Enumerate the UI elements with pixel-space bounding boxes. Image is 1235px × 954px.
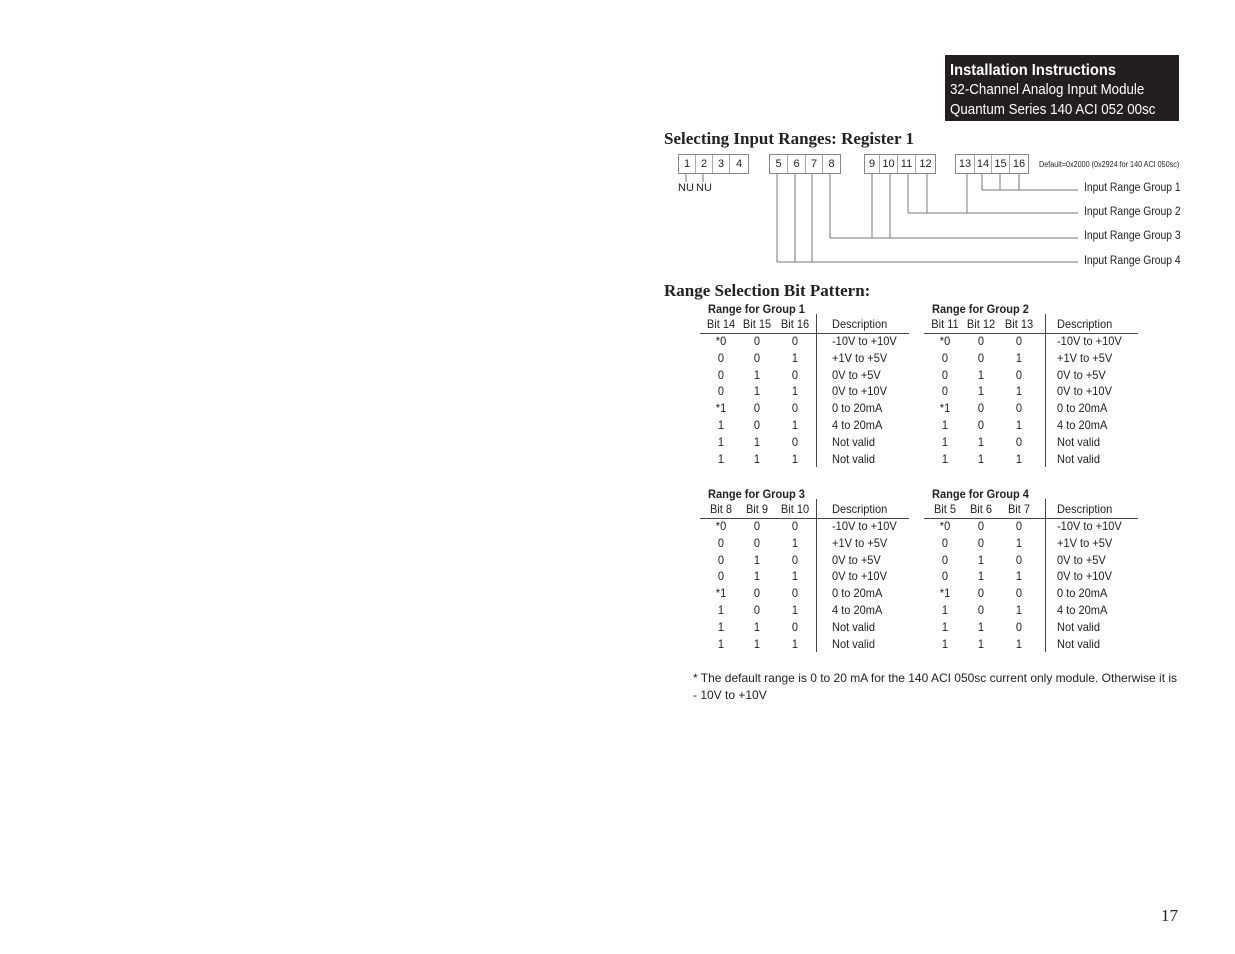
- column-header-description: Description: [1057, 502, 1113, 516]
- bit-value-cell: 0: [977, 334, 985, 348]
- bit-value-cell: 1: [791, 451, 799, 466]
- column-header-bit: Bit 14: [706, 317, 736, 331]
- doc-title: Installation Instructions: [950, 62, 1117, 79]
- bit-value-cell: 0: [791, 552, 799, 567]
- range-description-cell: 0V to +10V: [1057, 384, 1112, 399]
- range-description-cell: -10V to +10V: [832, 334, 897, 348]
- bit-value-cell: *1: [715, 586, 727, 601]
- column-header-bit: Bit 11: [931, 317, 959, 331]
- bit-value-cell: 0: [753, 535, 761, 550]
- input-range-group-4-label: Input Range Group 4: [1084, 255, 1181, 267]
- bit-value-cell: 1: [791, 350, 799, 365]
- bit-value-cell: 0: [791, 367, 799, 382]
- bit-value-cell: 0: [941, 350, 949, 365]
- bit-value-cell: 0: [1015, 519, 1023, 533]
- bit-value-cell: 0: [791, 586, 799, 601]
- table-title: Range for Group 2: [932, 302, 1029, 316]
- bit-value-cell: 0: [941, 569, 949, 584]
- column-header-bit: Bit 13: [1004, 317, 1034, 331]
- bit-cell: 3: [713, 155, 730, 173]
- bit-cell: 12: [919, 158, 932, 170]
- bit-value-cell: *1: [939, 586, 951, 601]
- bit-value-cell: 1: [753, 434, 761, 449]
- bit-value-cell: 1: [791, 636, 799, 651]
- bit-value-cell: 0: [791, 519, 799, 533]
- range-description-cell: 0V to +5V: [832, 367, 881, 382]
- page-number: 17: [1161, 906, 1178, 925]
- range-description-cell: -10V to +10V: [1057, 519, 1122, 533]
- column-header-description: Description: [832, 502, 888, 516]
- bit-value-cell: 1: [791, 384, 799, 399]
- range-description-cell: 4 to 20mA: [832, 603, 883, 617]
- bit-value-cell: 0: [1015, 401, 1023, 416]
- bit-value-cell: 1: [717, 451, 725, 466]
- bit-value-cell: 1: [1015, 451, 1023, 466]
- bit-value-cell: 1: [977, 434, 985, 449]
- table-title: Range for Group 1: [708, 302, 805, 316]
- input-range-group-2-label: Input Range Group 2: [1084, 206, 1181, 218]
- bit-value-cell: 1: [941, 603, 949, 617]
- bit-value-cell: 0: [753, 334, 761, 348]
- range-description-cell: 0V to +10V: [832, 384, 887, 399]
- range-description-cell: Not valid: [1057, 434, 1100, 449]
- bit-value-cell: 1: [791, 535, 799, 550]
- bit-value-cell: 0: [1015, 586, 1023, 601]
- bit-value-cell: 0: [977, 535, 985, 550]
- column-divider: [1045, 314, 1046, 467]
- bit-value-cell: 0: [753, 418, 761, 432]
- range-description-cell: 0V to +5V: [1057, 367, 1106, 382]
- range-description-cell: +1V to +5V: [832, 535, 888, 550]
- bit-value-cell: 0: [1015, 434, 1023, 449]
- bit-value-cell: 0: [753, 603, 761, 617]
- bit-cell: 1: [679, 155, 696, 173]
- column-divider: [816, 314, 817, 467]
- bit-value-cell: 1: [753, 367, 761, 382]
- bit-value-cell: 1: [977, 384, 985, 399]
- bit-value-cell: 1: [791, 569, 799, 584]
- bit-cell: 16: [1012, 158, 1026, 170]
- bit-cell: 14: [975, 155, 992, 173]
- column-header-bit: Bit 10: [780, 502, 810, 516]
- bit-value-cell: 1: [753, 619, 761, 634]
- bit-value-cell: 0: [717, 367, 725, 382]
- bit-value-cell: 1: [753, 636, 761, 651]
- bit-cell: 10: [880, 155, 898, 173]
- range-description-cell: Not valid: [832, 636, 875, 651]
- range-description-cell: Not valid: [832, 434, 875, 449]
- section-heading-input-ranges: Selecting Input Ranges: Register 1: [664, 129, 914, 148]
- range-description-cell: Not valid: [832, 451, 875, 466]
- bit-value-cell: 1: [941, 636, 949, 651]
- bit-value-cell: *0: [939, 334, 951, 348]
- column-header-description: Description: [1057, 317, 1113, 331]
- bit-value-cell: 0: [1015, 619, 1023, 634]
- range-description-cell: +1V to +5V: [832, 350, 888, 365]
- bit-value-cell: 1: [717, 434, 725, 449]
- range-description-cell: 4 to 20mA: [832, 418, 883, 432]
- bit-value-cell: 1: [941, 434, 949, 449]
- bit-value-cell: 1: [1015, 636, 1023, 651]
- column-header-description: Description: [832, 317, 888, 331]
- bit-value-cell: 0: [977, 418, 985, 432]
- table-title: Range for Group 3: [708, 487, 805, 501]
- table-title: Range for Group 4: [932, 487, 1029, 501]
- range-description-cell: -10V to +10V: [832, 519, 897, 533]
- bit-value-cell: 0: [791, 334, 799, 348]
- column-header-bit: Bit 16: [780, 317, 810, 331]
- bit-value-cell: 1: [941, 451, 949, 466]
- nu-label-bit1: NU: [678, 182, 694, 194]
- bit-value-cell: 0: [753, 519, 761, 533]
- range-description-cell: 0V to +10V: [832, 569, 887, 584]
- bit-value-cell: 1: [1015, 384, 1023, 399]
- bit-value-cell: 0: [753, 586, 761, 601]
- bit-value-cell: 0: [717, 535, 725, 550]
- bit-cell: 15: [992, 155, 1010, 173]
- bit-value-cell: 1: [791, 418, 799, 432]
- bit-cell: 9: [865, 155, 880, 173]
- bit-value-cell: 0: [977, 350, 985, 365]
- nu-label-bit2: NU: [696, 182, 712, 194]
- bit-value-cell: 0: [941, 552, 949, 567]
- bit-value-cell: 0: [941, 535, 949, 550]
- range-description-cell: 0V to +10V: [1057, 569, 1112, 584]
- bit-value-cell: *1: [715, 401, 727, 416]
- column-divider: [816, 499, 817, 652]
- bit-value-cell: 1: [717, 418, 725, 432]
- bit-value-cell: 1: [977, 636, 985, 651]
- bit-value-cell: 1: [941, 418, 949, 432]
- bit-cell: 5: [770, 155, 788, 173]
- column-divider: [1045, 499, 1046, 652]
- doc-subtitle-module: 32-Channel Analog Input Module: [950, 82, 1145, 98]
- range-description-cell: -10V to +10V: [1057, 334, 1122, 348]
- bit-cell: 6: [788, 155, 806, 173]
- bit-value-cell: *0: [939, 519, 951, 533]
- bit-cell: 7: [806, 155, 823, 173]
- bit-cell: 4: [735, 158, 743, 170]
- bit-value-cell: 1: [753, 451, 761, 466]
- bit-value-cell: 1: [753, 552, 761, 567]
- range-description-cell: 4 to 20mA: [1057, 603, 1108, 617]
- range-description-cell: 0 to 20mA: [832, 586, 883, 601]
- bit-value-cell: 1: [977, 367, 985, 382]
- bit-cell: 11: [898, 155, 916, 173]
- column-header-bit: Bit 9: [745, 502, 769, 516]
- bit-value-cell: 1: [977, 619, 985, 634]
- range-description-cell: 0 to 20mA: [1057, 401, 1108, 416]
- bit-value-cell: 1: [717, 619, 725, 634]
- bit-value-cell: 0: [1015, 367, 1023, 382]
- input-range-group-3-label: Input Range Group 3: [1084, 230, 1181, 242]
- range-description-cell: 0 to 20mA: [832, 401, 883, 416]
- bit-value-cell: 0: [791, 434, 799, 449]
- bit-value-cell: 1: [791, 603, 799, 617]
- column-header-bit: Bit 15: [742, 317, 772, 331]
- range-description-cell: Not valid: [832, 619, 875, 634]
- bit-value-cell: 0: [1015, 552, 1023, 567]
- bit-value-cell: 1: [753, 569, 761, 584]
- bit-value-cell: 1: [717, 603, 725, 617]
- bit-cell: 8: [828, 158, 835, 170]
- bit-value-cell: 0: [977, 519, 985, 533]
- bit-value-cell: 0: [717, 552, 725, 567]
- bit-value-cell: 0: [791, 401, 799, 416]
- bit-value-cell: *0: [715, 334, 727, 348]
- bit-value-cell: 0: [717, 384, 725, 399]
- section-heading-bit-pattern: Range Selection Bit Pattern:: [664, 281, 871, 300]
- column-header-bit: Bit 7: [1007, 502, 1031, 516]
- bit-value-cell: 0: [753, 350, 761, 365]
- bit-value-cell: 1: [1015, 569, 1023, 584]
- bit-value-cell: 1: [1015, 603, 1023, 617]
- range-description-cell: 4 to 20mA: [1057, 418, 1108, 432]
- column-header-bit: Bit 8: [709, 502, 733, 516]
- range-description-cell: 0V to +5V: [832, 552, 881, 567]
- range-description-cell: Not valid: [1057, 636, 1100, 651]
- bit-cell: 13: [956, 155, 975, 173]
- range-description-cell: Not valid: [1057, 619, 1100, 634]
- bit-value-cell: 0: [941, 367, 949, 382]
- bit-value-cell: 1: [977, 569, 985, 584]
- bit-value-cell: 0: [977, 603, 985, 617]
- bit-value-cell: 1: [1015, 350, 1023, 365]
- bit-value-cell: 1: [977, 451, 985, 466]
- bit-value-cell: *0: [715, 519, 727, 533]
- bit-value-cell: 0: [941, 384, 949, 399]
- doc-subtitle-series: Quantum Series 140 ACI 052 00sc: [950, 102, 1156, 118]
- bit-value-cell: 0: [791, 619, 799, 634]
- bit-value-cell: 1: [977, 552, 985, 567]
- range-description-cell: +1V to +5V: [1057, 535, 1113, 550]
- bit-value-cell: 0: [1015, 334, 1023, 348]
- bit-value-cell: 0: [717, 569, 725, 584]
- bit-value-cell: 1: [941, 619, 949, 634]
- column-header-bit: Bit 12: [966, 317, 996, 331]
- bit-value-cell: 0: [977, 401, 985, 416]
- bit-value-cell: 0: [717, 350, 725, 365]
- bit-value-cell: 1: [753, 384, 761, 399]
- bit-value-cell: *1: [939, 401, 951, 416]
- range-description-cell: 0V to +5V: [1057, 552, 1106, 567]
- bit-value-cell: 1: [1015, 535, 1023, 550]
- footnote: * The default range is 0 to 20 mA for the 140 ACI 050sc current only module. Otherwise it is - 10V to +10V: [693, 671, 1178, 702]
- bit-value-cell: 0: [753, 401, 761, 416]
- input-range-group-1-label: Input Range Group 1: [1084, 182, 1181, 194]
- range-description-cell: +1V to +5V: [1057, 350, 1113, 365]
- bit-value-cell: 1: [1015, 418, 1023, 432]
- bit-cell: 2: [696, 155, 713, 173]
- column-header-bit: Bit 6: [969, 502, 993, 516]
- bit-value-cell: 1: [717, 636, 725, 651]
- range-description-cell: Not valid: [1057, 451, 1100, 466]
- column-header-bit: Bit 5: [933, 502, 957, 516]
- bit-value-cell: 0: [977, 586, 985, 601]
- range-description-cell: 0 to 20mA: [1057, 586, 1108, 601]
- default-register-note: Default=0x2000 (0x2924 for 140 ACI 050sc): [1039, 160, 1180, 169]
